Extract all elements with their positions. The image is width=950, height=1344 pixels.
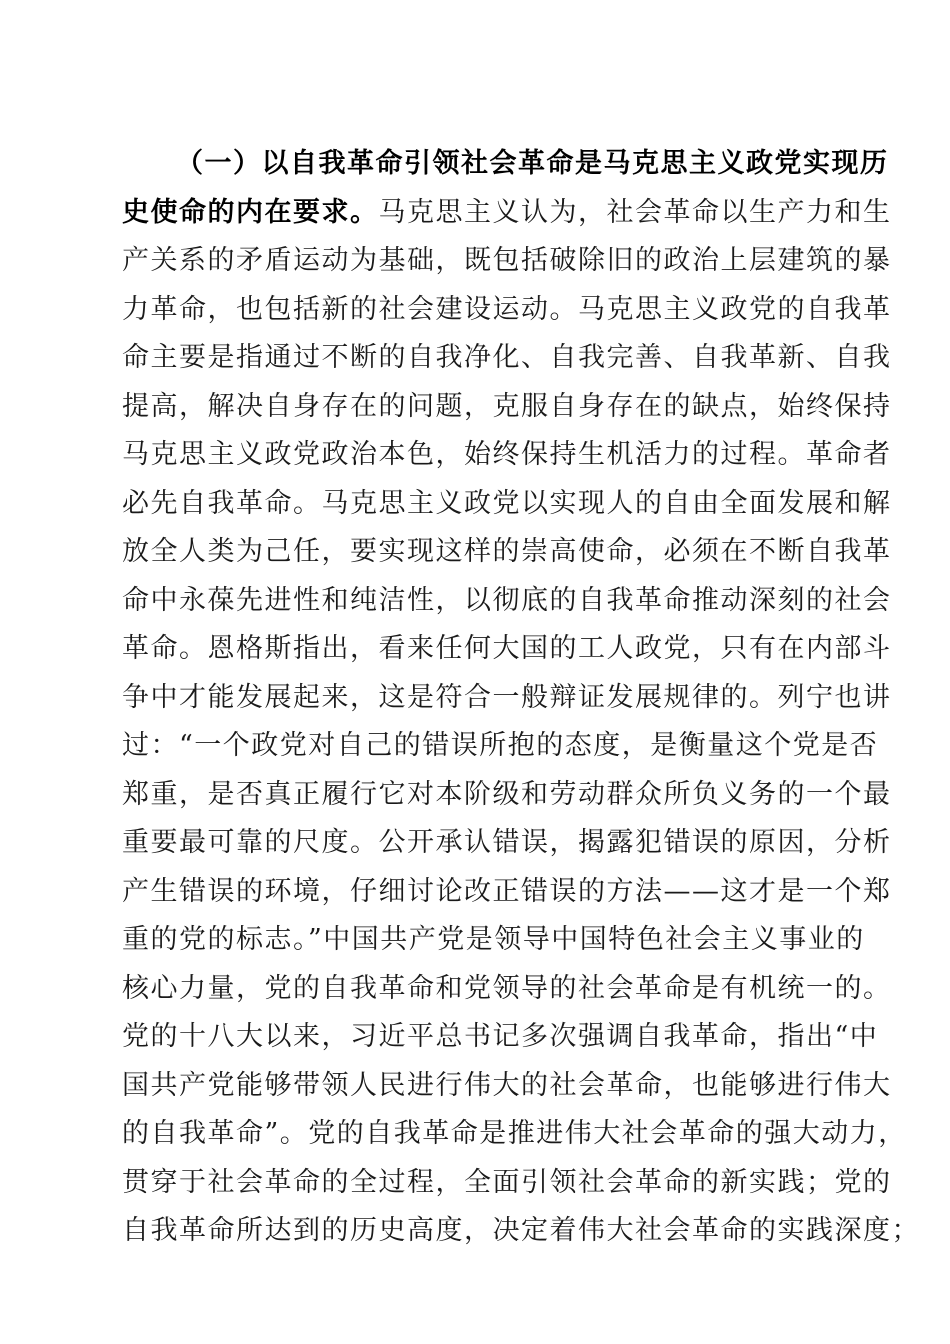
paragraph-line — [122, 722, 879, 771]
line-text: 提高，解决自身存在的问题，克服自身存在的缺点，始终保持 — [122, 390, 892, 422]
line-text: 重要最可靠的尺度。公开承认错误，揭露犯错误的原因，分析 — [122, 827, 892, 858]
line-text: 核心力量，党的自我革命和党领导的社会革命是有机统一的。 — [122, 972, 892, 1004]
line-text: 必先自我革命。马克思主义政党以实现人的自由全面发展和解 — [122, 487, 892, 519]
line-text: 争中才能发展起来，这是符合一般辩证发展规律的。列宁也讲 — [122, 681, 892, 713]
paragraph-line — [122, 480, 892, 529]
paragraph-line — [122, 286, 892, 335]
paragraph-line — [122, 868, 892, 917]
line-text: 革命。恩格斯指出，看来任何大国的工人政党，只有在内部斗 — [122, 633, 892, 664]
paragraph-line — [122, 1110, 907, 1159]
paragraph-line — [122, 965, 892, 1014]
line-text: 放全人类为己任，要实现这样的崇高使命，必须在不断自我革 — [122, 536, 892, 567]
paragraph-line — [122, 916, 865, 965]
line-text: 贯穿于社会革命的全过程，全面引领社会革命的新实践；党的 — [122, 1166, 892, 1198]
paragraph-line — [122, 189, 892, 238]
line-text: 命中永葆先进性和纯洁性，以彻底的自我革命推动深刻的社会 — [122, 584, 892, 616]
line-text: 命主要是指通过不断的自我净化、自我完善、自我革新、自我 — [122, 342, 892, 373]
paragraph-line — [122, 771, 892, 820]
paragraph-line — [122, 625, 892, 674]
paragraph-line — [122, 674, 892, 723]
line-text: 的自我革命”。党的自我革命是推进伟大社会革命的强大动力， — [122, 1118, 907, 1149]
paragraph-line — [122, 140, 889, 189]
paragraph-line — [122, 431, 892, 480]
line-text: 马克思主义认为，社会革命以生产力和生 — [378, 196, 892, 228]
paragraph-line — [122, 577, 892, 626]
line-text: 自我革命所达到的历史高度，决定着伟大社会革命的实践深度； — [122, 1215, 920, 1246]
paragraph-line — [122, 1013, 879, 1062]
section-heading: 史使命的内在要求。 — [122, 196, 379, 228]
paragraph-line — [122, 528, 892, 577]
paragraph-line — [122, 1062, 892, 1111]
paragraph-line — [122, 334, 892, 383]
paragraph-line — [122, 237, 892, 286]
line-text: 国共产党能够带领人民进行伟大的社会革命，也能够进行伟大 — [122, 1069, 892, 1101]
paragraph-line — [122, 819, 892, 868]
line-text: 重的党的标志。”中国共产党是领导中国特色社会主义事业的 — [122, 924, 865, 955]
line-text: 马克思主义政党政治本色，始终保持生机活力的过程。革命者 — [122, 439, 892, 470]
line-text: 产关系的矛盾运动为基础，既包括破除旧的政治上层建筑的暴 — [122, 245, 892, 276]
line-text: 过：“一个政党对自己的错误所抱的态度，是衡量这个党是否 — [122, 730, 879, 761]
section-heading: （一）以自我革命引领社会革命是马克思主义政党实现历 — [176, 148, 889, 179]
paragraph-line — [122, 1207, 920, 1256]
line-text: 产生错误的环境，仔细讨论改正错误的方法——这才是一个郑 — [122, 875, 892, 907]
line-text: 郑重，是否真正履行它对本阶级和劳动群众所负义务的一个最 — [122, 778, 892, 810]
paragraph-line — [122, 1159, 892, 1208]
line-text: 力革命，也包括新的社会建设运动。马克思主义政党的自我革 — [122, 293, 892, 325]
paragraph-line — [122, 383, 892, 432]
line-text: 党的十八大以来，习近平总书记多次强调自我革命，指出“中 — [122, 1021, 879, 1052]
document-paragraph — [122, 140, 920, 1256]
